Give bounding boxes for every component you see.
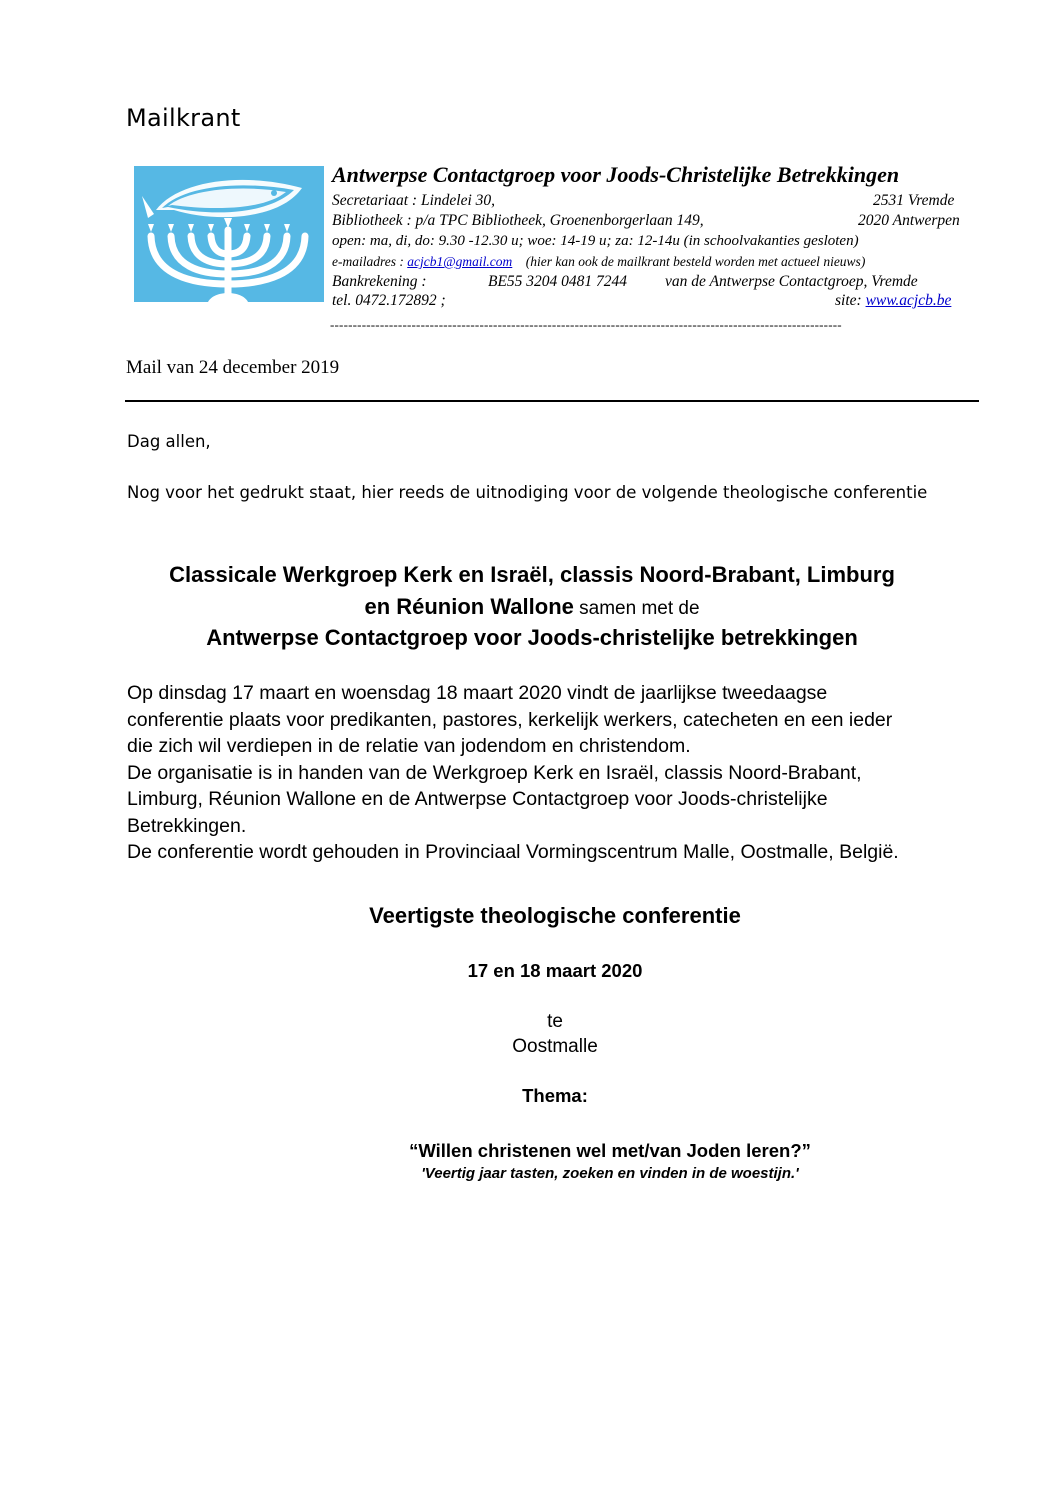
- body-line: Limburg, Réunion Wallone en de Antwerpse Contactgroep voor Joods-christelijke: [127, 788, 828, 810]
- conference-dates: 17 en 18 maart 2020: [467, 960, 643, 981]
- site-label: site:: [835, 292, 862, 309]
- menorah-fish-logo: [134, 166, 324, 302]
- horizontal-rule: [125, 400, 979, 402]
- bank-number: BE55 3204 0481 7244: [488, 273, 628, 290]
- opening-hours: open: ma, di, do: 9.30 -12.30 u; woe: 14-19 u; za: 12-14u (in schoolvakanties gesloten): [332, 233, 859, 249]
- thema-label: Thema:: [522, 1085, 588, 1106]
- thema-title: “Willen christenen wel met/van Joden leren?”: [409, 1140, 811, 1161]
- site-link[interactable]: www.acjcb.be: [865, 292, 952, 309]
- org-title: Antwerpse Contactgroep voor Joods-Christelijke Betrekkingen: [332, 162, 900, 187]
- intro-text: Nog voor het gedrukt staat, hier reeds de uitnodiging voor de volgende theologische conferentie: [127, 483, 928, 502]
- heading-line-2-normal: samen met de: [573, 598, 700, 619]
- conference-te: te: [547, 1011, 563, 1032]
- body-line: Betrekkingen.: [127, 814, 247, 837]
- heading-line-3: Antwerpse Contactgroep voor Joods-christelijke betrekkingen: [206, 625, 858, 650]
- body-paragraph: [127, 680, 1007, 866]
- conference-place: Oostmalle: [512, 1036, 598, 1057]
- body-line: De conferentie wordt gehouden in Provinciaal Vormingscentrum Malle, Oostmalle, België.: [127, 841, 899, 863]
- bank-label: Bankrekening :: [332, 273, 427, 290]
- email-link[interactable]: acjcb1@gmail.com: [407, 254, 513, 269]
- email-label: e-mailadres :: [332, 254, 404, 269]
- bank-line: [332, 273, 427, 291]
- secretariaat-address: Secretariaat : Lindelei 30,: [332, 192, 496, 209]
- body-line: die zich wil verdiepen in de relatie van jodendom en christendom.: [127, 735, 691, 757]
- bibliotheek-city: 2020 Antwerpen: [858, 212, 960, 229]
- body-line: De organisatie is in handen van de Werkgroep Kerk en Israël, classis Noord-Brabant,: [127, 761, 862, 784]
- heading-line-2: [60, 594, 1004, 620]
- heading-line-2-bold: en Réunion Wallone: [364, 594, 574, 619]
- site-line: [835, 292, 951, 310]
- heading-line-1: Classicale Werkgroep Kerk en Israël, classis Noord-Brabant, Limburg: [169, 562, 895, 587]
- conference-title: Veertigste theologische conferentie: [369, 903, 741, 928]
- bibliotheek-address: Bibliotheek : p/a TPC Bibliotheek, Groenenborgerlaan 149,: [332, 212, 704, 229]
- header-separator: -----------------------------------------------------------------------------------------------------------------: [330, 317, 842, 332]
- body-line: conferentie plaats voor predikanten, pastores, kerkelijk werkers, catecheten en een ieder: [127, 708, 893, 731]
- body-line: Op dinsdag 17 maart en woensdag 18 maart 2020 vindt de jaarlijkse tweedaagse: [127, 682, 828, 704]
- secretariaat-city: 2531 Vremde: [873, 192, 955, 209]
- email-line: [332, 254, 865, 270]
- thema-subtitle: 'Veertig jaar tasten, zoeken en vinden in de woestijn.': [421, 1165, 799, 1182]
- mail-date: Mail van 24 december 2019: [126, 357, 340, 378]
- greeting: Dag allen,: [127, 432, 211, 451]
- bank-holder: van de Antwerpse Contactgroep, Vremde: [665, 273, 918, 290]
- email-note: (hier kan ook de mailkrant besteld worden met actueel nieuws): [525, 254, 866, 269]
- telephone: tel. 0472.172892 ;: [332, 292, 446, 309]
- mailkrant-title: Mailkrant: [126, 104, 241, 132]
